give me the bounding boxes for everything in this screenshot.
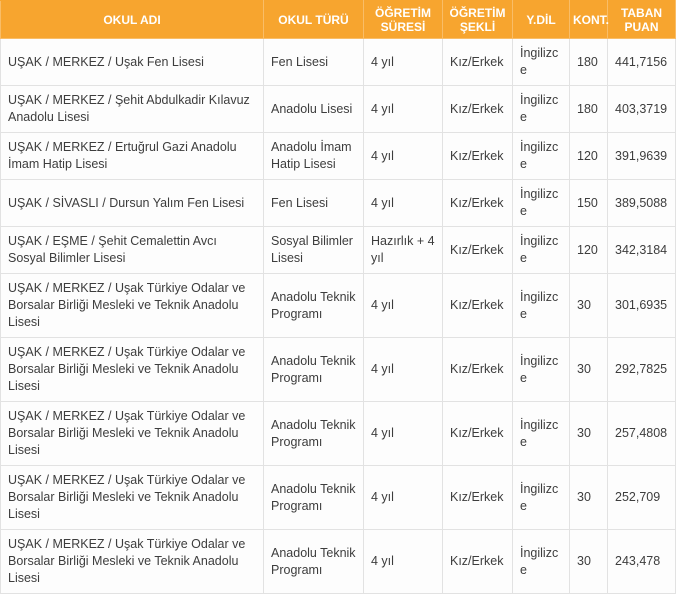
cell-taban-puan: 243,478 — [608, 530, 676, 594]
cell-kont: 180 — [570, 39, 608, 86]
cell-y-dil: İngilizce — [513, 227, 570, 274]
cell-okul-turu: Anadolu Teknik Programı — [264, 274, 364, 338]
column-header-kont: KONT. — [570, 1, 608, 39]
cell-ogretim-sekli: Kız/Erkek — [443, 86, 513, 133]
column-header-ogretim-sekli: ÖĞRETİM ŞEKLİ — [443, 1, 513, 39]
table-row — [1, 402, 676, 466]
cell-kont: 120 — [570, 227, 608, 274]
cell-ogretim-sekli: Kız/Erkek — [443, 466, 513, 530]
table-body — [1, 39, 676, 594]
cell-ogretim-sekli: Kız/Erkek — [443, 338, 513, 402]
cell-okul-turu: Fen Lisesi — [264, 39, 364, 86]
cell-okul-turu: Anadolu Teknik Programı — [264, 530, 364, 594]
cell-kont: 30 — [570, 274, 608, 338]
cell-taban-puan: 252,709 — [608, 466, 676, 530]
cell-y-dil: İngilizce — [513, 274, 570, 338]
table-row — [1, 227, 676, 274]
cell-kont: 150 — [570, 180, 608, 227]
cell-kont: 120 — [570, 133, 608, 180]
cell-ogretim-sekli: Kız/Erkek — [443, 530, 513, 594]
cell-ogretim-suresi: 4 yıl — [364, 39, 443, 86]
cell-ogretim-suresi: 4 yıl — [364, 530, 443, 594]
cell-ogretim-sekli: Kız/Erkek — [443, 227, 513, 274]
table-row — [1, 86, 676, 133]
cell-ogretim-suresi: 4 yıl — [364, 274, 443, 338]
cell-y-dil: İngilizce — [513, 338, 570, 402]
cell-taban-puan: 389,5088 — [608, 180, 676, 227]
column-header-okul-turu: OKUL TÜRÜ — [264, 1, 364, 39]
cell-okul-adi: UŞAK / SİVASLI / Dursun Yalım Fen Lisesi — [1, 180, 264, 227]
cell-taban-puan: 342,3184 — [608, 227, 676, 274]
table-row — [1, 530, 676, 594]
cell-y-dil: İngilizce — [513, 402, 570, 466]
cell-kont: 30 — [570, 338, 608, 402]
cell-okul-adi: UŞAK / MERKEZ / Şehit Abdulkadir Kılavuz Anadolu Lisesi — [1, 86, 264, 133]
cell-kont: 30 — [570, 530, 608, 594]
cell-okul-adi: UŞAK / MERKEZ / Uşak Fen Lisesi — [1, 39, 264, 86]
cell-ogretim-sekli: Kız/Erkek — [443, 180, 513, 227]
cell-okul-adi: UŞAK / MERKEZ / Uşak Türkiye Odalar ve Borsalar Birliği Mesleki ve Teknik Anadolu Lisesi — [1, 338, 264, 402]
column-header-taban-puan: TABAN PUAN — [608, 1, 676, 39]
cell-ogretim-suresi: 4 yıl — [364, 338, 443, 402]
cell-y-dil: İngilizce — [513, 39, 570, 86]
cell-ogretim-sekli: Kız/Erkek — [443, 402, 513, 466]
cell-taban-puan: 257,4808 — [608, 402, 676, 466]
cell-ogretim-sekli: Kız/Erkek — [443, 274, 513, 338]
cell-taban-puan: 403,3719 — [608, 86, 676, 133]
table-row — [1, 274, 676, 338]
cell-okul-turu: Sosyal Bilimler Lisesi — [264, 227, 364, 274]
table-header-row — [1, 1, 676, 39]
cell-taban-puan: 301,6935 — [608, 274, 676, 338]
cell-okul-turu: Anadolu İmam Hatip Lisesi — [264, 133, 364, 180]
table-row — [1, 39, 676, 86]
cell-ogretim-sekli: Kız/Erkek — [443, 133, 513, 180]
cell-okul-adi: UŞAK / MERKEZ / Ertuğrul Gazi Anadolu İmam Hatip Lisesi — [1, 133, 264, 180]
column-header-ogretim-suresi: ÖĞRETİM SÜRESİ — [364, 1, 443, 39]
cell-okul-adi: UŞAK / MERKEZ / Uşak Türkiye Odalar ve Borsalar Birliği Mesleki ve Teknik Anadolu Lisesi — [1, 530, 264, 594]
cell-okul-turu: Anadolu Teknik Programı — [264, 338, 364, 402]
cell-okul-turu: Anadolu Teknik Programı — [264, 402, 364, 466]
cell-ogretim-suresi: 4 yıl — [364, 180, 443, 227]
cell-y-dil: İngilizce — [513, 133, 570, 180]
cell-okul-turu: Anadolu Lisesi — [264, 86, 364, 133]
cell-okul-adi: UŞAK / MERKEZ / Uşak Türkiye Odalar ve Borsalar Birliği Mesleki ve Teknik Anadolu Lisesi — [1, 274, 264, 338]
cell-kont: 30 — [570, 466, 608, 530]
cell-kont: 180 — [570, 86, 608, 133]
cell-taban-puan: 441,7156 — [608, 39, 676, 86]
cell-y-dil: İngilizce — [513, 466, 570, 530]
cell-ogretim-suresi: 4 yıl — [364, 402, 443, 466]
cell-taban-puan: 292,7825 — [608, 338, 676, 402]
table-row — [1, 338, 676, 402]
cell-okul-adi: UŞAK / MERKEZ / Uşak Türkiye Odalar ve Borsalar Birliği Mesleki ve Teknik Anadolu Lisesi — [1, 466, 264, 530]
cell-y-dil: İngilizce — [513, 180, 570, 227]
table-row — [1, 133, 676, 180]
table-row — [1, 466, 676, 530]
cell-taban-puan: 391,9639 — [608, 133, 676, 180]
cell-ogretim-suresi: 4 yıl — [364, 133, 443, 180]
column-header-y-dil: Y.DİL — [513, 1, 570, 39]
cell-y-dil: İngilizce — [513, 86, 570, 133]
cell-okul-adi: UŞAK / MERKEZ / Uşak Türkiye Odalar ve Borsalar Birliği Mesleki ve Teknik Anadolu Lisesi — [1, 402, 264, 466]
cell-y-dil: İngilizce — [513, 530, 570, 594]
cell-kont: 30 — [570, 402, 608, 466]
cell-ogretim-suresi: 4 yıl — [364, 86, 443, 133]
cell-okul-turu: Anadolu Teknik Programı — [264, 466, 364, 530]
cell-ogretim-suresi: Hazırlık + 4 yıl — [364, 227, 443, 274]
cell-okul-turu: Fen Lisesi — [264, 180, 364, 227]
cell-ogretim-suresi: 4 yıl — [364, 466, 443, 530]
cell-ogretim-sekli: Kız/Erkek — [443, 39, 513, 86]
table-row — [1, 180, 676, 227]
table-header — [1, 1, 676, 39]
cell-okul-adi: UŞAK / EŞME / Şehit Cemalettin Avcı Sosyal Bilimler Lisesi — [1, 227, 264, 274]
column-header-okul-adi: OKUL ADI — [1, 1, 264, 39]
